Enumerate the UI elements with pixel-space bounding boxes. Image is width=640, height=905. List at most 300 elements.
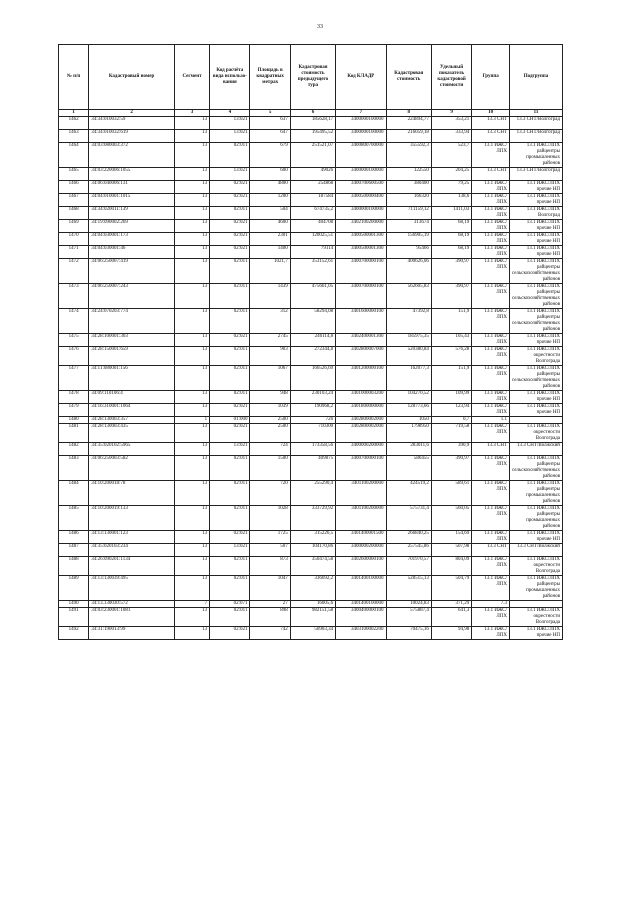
segment-cell: 13 [174,443,209,456]
subgroup-cell: 13.1 ИЖС/ЛПХ райцентры промышленных районов [510,576,563,601]
cadastral-number-cell: 34:06:040006:131 [89,181,175,194]
previous-cost-cell: 246114,8 [290,334,335,347]
kladr-code-cell: 3400000200000 [336,443,386,456]
kladr-code-cell: 3402800002000 [336,424,386,443]
cadastral-cost-cell: 586455 [386,456,431,481]
cadastral-number-cell: 34:04:010001:1015 [89,194,175,207]
usage-code-cell: 02:011 [210,284,250,309]
segment-cell: 13 [174,506,209,531]
specific-cost-cell: 94,98 [431,627,471,640]
row-number-cell: 1462 [59,117,89,130]
subgroup-cell: 13.1 ИЖС/ЛПХ прочие НП [510,391,563,404]
kladr-code-cell: 3401400100000 [336,576,386,601]
previous-cost-cell: 195495,52 [290,130,335,143]
table-row [59,130,563,143]
column-number: 4 [210,110,250,117]
table-row [59,456,563,481]
table-row [59,117,563,130]
area-cell: 948 [250,391,290,404]
subgroup-cell: 13.1 ИЖС/ЛПХ Волгоград [510,207,563,220]
specific-cost-cell: 105,43 [431,334,471,347]
previous-cost-cell: 336692,2 [290,576,335,601]
row-number-cell: 1492 [59,627,89,640]
row-number-cell: 1487 [59,544,89,557]
segment-cell: 13 [174,366,209,391]
cadastral-number-cell: 34:03:080003:372 [89,143,175,168]
area-cell: 4800 [250,181,290,194]
previous-cost-cell: 272344,8 [290,347,335,366]
kladr-code-cell: 3401600000100 [336,309,386,334]
segment-cell: 13 [174,391,209,404]
segment-cell: 13 [174,557,209,576]
kladr-code-cell: 3400000100000 [336,130,386,143]
column-header: Код КЛАДР [336,45,386,110]
area-cell: 679 [250,143,290,168]
column-number: 5 [250,110,290,117]
cadastral-number-cell: 34:35:020102:5965 [89,443,175,456]
row-number-cell: 1464 [59,143,89,168]
cadastral-cost-cell: 400626,06 [386,259,431,284]
group-cell: 13.1 ИЖС/ЛПХ [472,608,510,627]
row-number-cell: 1472 [59,259,89,284]
table-row [59,334,563,347]
previous-cost-cell: 333729,92 [290,506,335,531]
kladr-code-cell: 3400700000100 [336,456,386,481]
cadastral-number-cell: 34:06:250003:582 [89,456,175,481]
specific-cost-cell: 504,79 [431,576,471,601]
cadastral-number-cell: 34:13.130030:572 [89,601,175,608]
area-cell: 903 [250,347,290,366]
area-cell: 4600 [250,220,290,233]
cadastral-cost-cell: 156905,19 [386,233,431,246]
cadastral-number-cell: 34:34:010032:59 [89,117,175,130]
row-number-cell: 1477 [59,366,89,391]
subgroup-cell: 13.1 ИЖС/ЛПХ райцентры промышленных районов [510,481,563,506]
usage-code-cell: 02:011 [210,456,250,481]
column-header: Группа [472,45,510,110]
table-row [59,443,563,456]
segment-cell: 13 [174,456,209,481]
specific-cost-cell: 390,97 [431,456,471,481]
table-row [59,627,563,640]
group-cell: 1.1 [472,417,510,424]
previous-cost-cell: 185628,17 [290,117,335,130]
cadastral-cost-cell: 283011,6 [386,443,431,456]
specific-cost-cell: 353,21 [431,117,471,130]
segment-cell: 13 [174,220,209,233]
column-number: 9 [431,110,471,117]
group-cell: 13.1 ИЖС/ЛПХ [472,366,510,391]
usage-code-cell: 02:021 [210,531,250,544]
kladr-code-cell: 3400400000100 [336,608,386,627]
cadastral-number-cell: 34:19:090002:269 [89,220,175,233]
specific-cost-cell: 804,09 [431,557,471,576]
segment-cell: 13 [174,284,209,309]
table-row [59,366,563,391]
previous-cost-cell: 251521,07 [290,143,335,168]
subgroup-cell: 13.1 ИЖС/ЛПХ райцентры промышленных районов [510,143,563,168]
subgroup-cell: 13.3 СНТ/Волжский [510,544,563,557]
usage-code-cell: 02:011 [210,506,250,531]
kladr-code-cell: 3401100200000 [336,506,386,531]
cadastral-cost-cell: 104270,52 [386,391,431,404]
table-row [59,391,563,404]
table-row [59,246,563,259]
segment-cell: 13 [174,117,209,130]
area-cell: 504 [250,207,290,220]
table-row [59,284,563,309]
table-row [59,259,563,284]
column-header: Площадь в квадратных метрах [250,45,290,110]
group-cell: 13.3 СНТ [472,168,510,181]
cadastral-cost-cell: 355592,3 [386,143,431,168]
usage-code-cell: 02:011 [210,207,250,220]
row-number-cell: 1479 [59,404,89,417]
table-row [59,544,563,557]
specific-cost-cell: 154,69 [431,531,471,544]
area-cell: 1400 [250,246,290,259]
cadastral-number-cell: 34:31:190013:99 [89,627,175,640]
cadastral-number-cell: 34:04:030001:46 [89,246,175,259]
column-number: 8 [386,110,431,117]
segment-cell: 13 [174,143,209,168]
segment-cell: 13 [174,424,209,443]
kladr-code-cell: 3401800000000 [336,404,386,417]
segment-cell: 13 [174,168,209,181]
usage-code-cell: 02:021 [210,424,250,443]
header-row [59,45,563,110]
previous-cost-cell: 982151,58 [290,608,335,627]
group-cell: 13.1 ИЖС/ЛПХ [472,347,510,366]
previous-cost-cell: 230103,24 [290,391,335,404]
subgroup-cell: 13.1 ИЖС/ЛПХ прочие НП [510,404,563,417]
cadastral-number-cell: 34:24:070203:774 [89,309,175,334]
specific-cost-cell: 1411,03 [431,207,471,220]
previous-cost-cell: 49026 [290,168,335,181]
segment-cell: 13 [174,194,209,207]
area-cell: 2500 [250,424,290,443]
segment-cell: 13 [174,347,209,366]
subgroup-cell: 13.1 ИЖС/ЛПХ райцентры сельскохозяйственных районов [510,366,563,391]
subgroup-cell: 13.3 СНТ/Волгоград [510,168,563,181]
area-cell: 637 [250,117,290,130]
group-cell: 13.1 ИЖС/ЛПХ [472,627,510,640]
specific-cost-cell: 719,58 [431,424,471,443]
area-cell: 507 [250,544,290,557]
column-header: Кадастровая стоимость предыдущего тура [290,45,335,110]
cadastral-cost-cell: 166320 [386,194,431,207]
row-number-cell: 1468 [59,207,89,220]
cadastral-cost-cell: 575731,4 [386,506,431,531]
group-cell: 13.1 ИЖС/ЛПХ [472,309,510,334]
previous-cost-cell: 710300 [290,424,335,443]
kladr-code-cell: 3400500000400 [336,194,386,207]
kladr-code-cell: 3402400001300 [336,334,386,347]
kladr-code-cell: 3400000200000 [336,544,386,557]
row-number-cell: 1489 [59,576,89,601]
usage-code-cell: 02:011 [210,309,250,334]
previous-cost-cell: 315226,5 [290,531,335,544]
subgroup-cell: 13.1 ИЖС/ЛПХ прочие НП [510,220,563,233]
table-row [59,608,563,627]
previous-cost-cell: 353152,61 [290,259,335,284]
cadastral-number-cell: 34:13:130039:495 [89,576,175,601]
kladr-code-cell: 3400000100000 [336,168,386,181]
cadastral-number-cell: 34:26:090201:1134 [89,557,175,576]
subgroup-cell: 13.1 ИЖС/ЛПХ прочие НП [510,181,563,194]
specific-cost-cell: 123,94 [431,404,471,417]
segment-cell: 13 [174,608,209,627]
row-number-cell: 1481 [59,424,89,443]
cadastral-number-cell: 34:28:150001:659 [89,347,175,366]
previous-cost-cell: 254868 [290,181,335,194]
column-header: Кадастровый номер [89,45,175,110]
segment-cell: 13 [174,627,209,640]
group-cell: 13.3 СНТ [472,443,510,456]
segment-cell: 13 [174,576,209,601]
row-number-cell: 1476 [59,347,89,366]
row-number-cell: 1486 [59,531,89,544]
specific-cost-cell: 576,28 [431,347,471,366]
table-row [59,417,563,424]
cadastral-cost-cell: 1798950 [386,424,431,443]
usage-code-cell: 02:021 [210,246,250,259]
table-row [59,404,563,417]
table-row [59,557,563,576]
row-number-cell: 1473 [59,284,89,309]
area-cell: 312 [250,309,290,334]
table-row [59,601,563,608]
usage-code-cell: 02:021 [210,404,250,417]
group-cell: 13.3 СНТ [472,130,510,143]
segment-cell: 13 [174,531,209,544]
kladr-code-cell: 3400000100000 [336,207,386,220]
cadastral-cost-cell: 10024,83 [386,601,431,608]
subgroup-cell: 13.1 ИЖС/ЛПХ райцентры промышленных районов [510,506,563,531]
usage-code-cell: 02:021 [210,194,250,207]
previous-cost-cell: 409875 [290,456,335,481]
table-row [59,347,563,366]
kladr-code-cell: 3402100200000 [336,220,386,233]
subgroup-cell: 13.1 ИЖС/ЛПХ прочие НП [510,627,563,640]
cadastral-number-cell: 34:06:250007:419 [89,259,175,284]
specific-cost-cell: 390,97 [431,284,471,309]
row-number-cell: 1474 [59,309,89,334]
previous-cost-cell: 187584 [290,194,335,207]
cadastral-cost-cell: 128773,66 [386,404,431,417]
specific-cost-cell: 68,19 [431,246,471,259]
subgroup-cell: 13.1 ИЖС/ЛПХ окрестности Волгограда [510,347,563,366]
specific-cost-cell: 390,97 [431,259,471,284]
row-number-cell: 1482 [59,443,89,456]
usage-code-cell: 02:021 [210,220,250,233]
table-body [59,117,563,640]
specific-cost-cell: 390,9 [431,443,471,456]
segment-cell: 13 [174,233,209,246]
segment-cell: 7 [174,601,209,608]
row-number-cell: 1471 [59,246,89,259]
row-number-cell: 1484 [59,481,89,506]
area-cell: 1500 [250,456,290,481]
group-cell: 13.1 ИЖС/ЛПХ [472,284,510,309]
table-row [59,233,563,246]
kladr-code-cell: 3400000100000 [336,117,386,130]
table-row [59,576,563,601]
cadastral-cost-cell: 701970,57 [386,557,431,576]
cadastral-number-cell: 34:09:110106:4 [89,391,175,404]
subgroup-cell: 13.1 ИЖС/ЛПХ прочие НП [510,531,563,544]
previous-cost-cell: 120025,51 [290,233,335,246]
area-cell: 1047 [250,576,290,601]
area-cell: 27 [250,601,290,608]
area-cell: 1039 [250,404,290,417]
usage-code-cell: 13:021 [210,168,250,181]
specific-cost-cell: 641,3 [431,608,471,627]
area-cell: 873 [250,557,290,576]
specific-cost-cell: 138,6 [431,194,471,207]
area-cell: 600 [250,168,290,181]
kladr-code-cell: 3401400100000 [336,601,386,608]
kladr-code-cell: 3400700000100 [336,259,386,284]
previous-cost-cell: 56903,34 [290,627,335,640]
group-cell: 13.1 ИЖС/ЛПХ [472,456,510,481]
usage-code-cell: 02:011 [210,347,250,366]
subgroup-cell: 13.1 ИЖС/ЛПХ прочие НП [510,246,563,259]
table-row [59,207,563,220]
table-row [59,194,563,207]
usage-code-cell: 02:011 [210,259,250,284]
cadastral-cost-cell: 70475,16 [386,627,431,640]
kladr-code-cell: 3401000003200 [336,391,386,404]
previous-cost-cell: 726 [290,417,335,424]
column-number: 7 [336,110,386,117]
previous-cost-cell: 166526,69 [290,366,335,391]
subgroup-cell: 13.3 СНТ/Волгоград [510,117,563,130]
usage-code-cell: 13:021 [210,117,250,130]
subgroup-cell: 13.1 ИЖС/ЛПХ прочие НП [510,233,563,246]
group-cell: 13.1 ИЖС/ЛПХ [472,424,510,443]
group-cell: 13.1 ИЖС/ЛПХ [472,220,510,233]
subgroup-cell: 13.3 СНТ/Волгоград [510,130,563,143]
subgroup-cell: 13.1 ИЖС/ЛПХ райцентры сельскохозяйственных районов [510,309,563,334]
group-cell: 7.3 [472,601,510,608]
area-cell: 1067 [250,366,290,391]
kladr-code-cell: 3400700000100 [336,284,386,309]
subgroup-cell: 13.1 ИЖС/ЛПХ окрестности Волгограда [510,608,563,627]
column-header: № п/п [59,45,89,110]
usage-code-cell: 02:021 [210,627,250,640]
column-header: Кадастровая стоимость [386,45,431,110]
previous-cost-cell: 173358,56 [290,443,335,456]
previous-cost-cell: 674735,2 [290,207,335,220]
cadastral-cost-cell: 47392,8 [386,309,431,334]
usage-code-cell: 02:011 [210,557,250,576]
area-cell: 1028 [250,506,290,531]
cadastral-number-cell: 34:10:200018:78 [89,481,175,506]
usage-code-cell: 02:011 [210,391,250,404]
area-cell: 2301 [250,233,290,246]
area-cell: 720 [250,481,290,506]
subgroup-cell: 13.1 ИЖС/ЛПХ прочие НП [510,334,563,347]
cadastral-number-cell: 34:10:200019:133 [89,506,175,531]
specific-cost-cell: 109,99 [431,391,471,404]
subgroup-cell: 13.1 ИЖС/ЛПХ окрестности Волгограда [510,557,563,576]
previous-cost-cell: 475661,05 [290,284,335,309]
column-number: 11 [510,110,563,117]
specific-cost-cell: 0,7 [431,417,471,424]
cadastral-cost-cell: 520380,84 [386,347,431,366]
table-row [59,168,563,181]
column-number: 2 [89,110,175,117]
cadastral-number-cell: 34:34:010032:619 [89,130,175,143]
row-number-cell: 1478 [59,391,89,404]
specific-cost-cell: 204,25 [431,168,471,181]
area-cell: 2745 [250,334,290,347]
kladr-code-cell: 3402800002000 [336,417,386,424]
table-row [59,309,563,334]
kladr-code-cell: 3401400001500 [336,531,386,544]
column-header: Код расчёта вида использо- вания [210,45,250,110]
table-row [59,506,563,531]
area-cell: 1200 [250,194,290,207]
cadastral-cost-cell: 162077,3 [386,366,431,391]
usage-code-cell: 02:011 [210,366,250,391]
previous-cost-cell: 190968,2 [290,404,335,417]
segment-cell: 13 [174,259,209,284]
cadastral-cost-cell: 95466 [386,246,431,259]
segment-cell: 13 [174,334,209,347]
row-number-cell: 1463 [59,130,89,143]
usage-code-cell: 13:021 [210,544,250,557]
table-row [59,220,563,233]
cadastral-cost-cell: 575887,4 [386,608,431,627]
cadastral-cost-cell: 216059,18 [386,130,431,143]
group-cell: 13.1 ИЖС/ЛПХ [472,531,510,544]
kladr-code-cell: 3403100002200 [336,627,386,640]
group-cell: 13.1 ИЖС/ЛПХ [472,259,510,284]
subgroup-cell: 13.1 ИЖС/ЛПХ райцентры сельскохозяйственных районов [510,284,563,309]
row-number-cell: 1488 [59,557,89,576]
group-cell: 13.1 ИЖС/ЛПХ [472,246,510,259]
area-cell: 647 [250,130,290,143]
cadastral-table [58,44,563,640]
specific-cost-cell: 523,7 [431,143,471,168]
usage-code-cell: 02:011 [210,481,250,506]
group-cell: 13.3 СНТ [472,544,510,557]
segment-cell: 13 [174,130,209,143]
column-number: 3 [174,110,209,117]
group-cell: 13.1 ИЖС/ЛПХ [472,194,510,207]
table-row [59,143,563,168]
specific-cost-cell: 68,19 [431,233,471,246]
cadastral-cost-cell: 313674 [386,220,431,233]
previous-cost-cell: 255290,4 [290,481,335,506]
group-cell: 13.1 ИЖС/ЛПХ [472,233,510,246]
table-row [59,531,563,544]
row-number-cell: 1480 [59,417,89,424]
cadastral-number-cell: 34:28:100001:303 [89,334,175,347]
group-cell: 13.1 ИЖС/ЛПХ [472,557,510,576]
segment-cell: 13 [174,481,209,506]
cadastral-number-cell: 34:16:310001:1064 [89,404,175,417]
specific-cost-cell: 507,98 [431,544,471,557]
row-number-cell: 1465 [59,168,89,181]
usage-code-cell: 13:021 [210,130,250,143]
column-number: 1 [59,110,89,117]
previous-cost-cell: 404708 [290,220,335,233]
cadastral-number-cell: 34:06:250007:243 [89,284,175,309]
row-number-cell: 1491 [59,608,89,627]
